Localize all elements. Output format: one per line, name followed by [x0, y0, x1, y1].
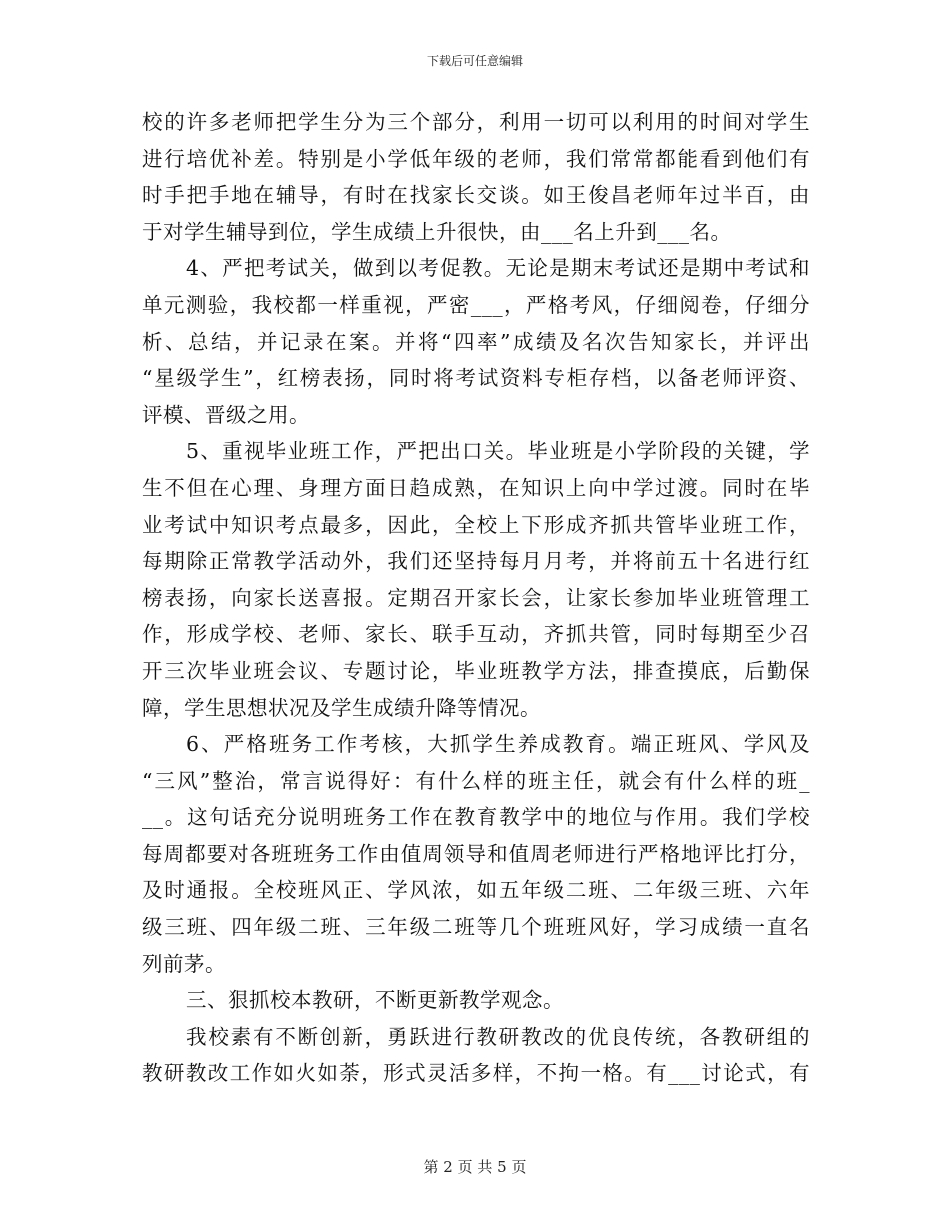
- paragraph-heading-5: 5、重视毕业班工作，严把出口关。毕业班是小学阶段的关键，学: [186, 439, 810, 464]
- text-line: 每期除正常教学活动外，我们还坚持每月月考，并将前五十名进行红: [142, 549, 810, 574]
- text-line: 教研教改工作如火如荼，形式灵活多样，不拘一格。有___讨论式，有: [142, 1061, 810, 1086]
- paragraph-heading-6: 6、严格班务工作考核，大抓学生养成教育。端正班风、学风及: [186, 732, 810, 757]
- text-line: 生不但在心理、身理方面日趋成熟，在知识上向中学过渡。同时在毕: [142, 475, 810, 500]
- text-line: 级三班、四年级二班、三年级二班等几个班班风好，学习成绩一直名: [142, 915, 810, 940]
- text-line: 单元测验，我校都一样重视，严密___，严格考风，仔细阅卷，仔细分: [142, 292, 810, 317]
- text-line: 每周都要对各班班务工作由值周领导和值周老师进行严格地评比打分，: [142, 841, 810, 866]
- paragraph-heading-4: 4、严把考试关，做到以考促教。无论是期末考试还是期中考试和: [186, 256, 810, 281]
- text-line: 业考试中知识考点最多，因此，全校上下形成齐抓共管毕业班工作，: [142, 512, 810, 537]
- text-line: 列前茅。: [142, 951, 226, 976]
- text-line: 析、总结，并记录在案。并将“四率”成绩及名次告知家长，并评出: [142, 329, 810, 354]
- text-line: __。这句话充分说明班务工作在教育教学中的地位与作用。我们学校: [142, 805, 810, 830]
- page-header: 下载后可任意编辑: [426, 54, 523, 68]
- page-number-footer: 第 2 页 共 5 页: [423, 1158, 527, 1176]
- text-line: 我校素有不断创新，勇跃进行教研教改的优良传统，各教研组的: [186, 1024, 810, 1049]
- text-line: 进行培优补差。特别是小学低年级的老师，我们常常都能看到他们有: [142, 146, 810, 171]
- text-line: 开三次毕业班会议、专题讨论，毕业班教学方法，排查摸底，后勤保: [142, 658, 810, 683]
- text-line: 作，形成学校、老师、家长、联手互动，齐抓共管，同时每期至少召: [142, 622, 810, 647]
- text-line: 校的许多老师把学生分为三个部分，利用一切可以利用的时间对学生: [142, 110, 810, 134]
- text-line: 评模、晋级之用。: [142, 402, 310, 427]
- text-line: 障，学生思想状况及学生成绩升降等情况。: [142, 695, 541, 720]
- text-line: 榜表扬，向家长送喜报。定期召开家长会，让家长参加毕业班管理工: [142, 585, 810, 610]
- text-line: 及时通报。全校班风正、学风浓，如五年级二班、二年级三班、六年: [142, 878, 810, 903]
- text-line: 时手把手地在辅导，有时在找家长交谈。如王俊昌老师年过半百，由: [142, 183, 810, 208]
- text-line: “星级学生”，红榜表扬，同时将考试资料专柜存档，以备老师评资、: [142, 366, 810, 391]
- document-body: [142, 104, 810, 1092]
- text-line: “三风”整治，常言说得好：有什么样的班主任，就会有什么样的班_: [142, 768, 810, 793]
- text-line: 于对学生辅导到位，学生成绩上升很快，由___名上升到___名。: [142, 219, 732, 244]
- section-heading-3: 三、狠抓校本教研，不断更新教学观念。: [186, 988, 564, 1013]
